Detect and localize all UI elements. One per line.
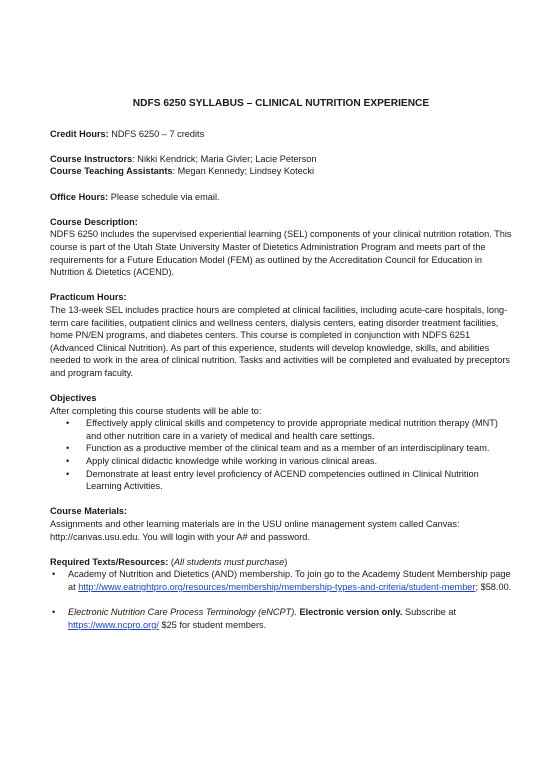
office-hours-label: Office Hours: bbox=[50, 191, 109, 202]
course-instructors bbox=[50, 153, 512, 166]
required-texts-list-2 bbox=[50, 606, 512, 631]
credit-hours-label: Credit Hours: bbox=[50, 128, 109, 139]
teaching-assistants bbox=[50, 165, 512, 178]
required-texts-list bbox=[50, 568, 512, 593]
course-instructors-value: : Nikki Kendrick; Maria Givler; Lacie Peterson bbox=[132, 153, 317, 164]
office-hours bbox=[50, 191, 512, 204]
credit-hours-value: NDFS 6250 – 7 credits bbox=[108, 128, 205, 139]
objectives-list bbox=[50, 417, 512, 493]
encpt-title: Electronic Nutrition Care Process Terminology (eNCPT). bbox=[68, 607, 297, 618]
document-body bbox=[50, 98, 512, 631]
course-description-heading: Course Description: bbox=[50, 216, 138, 227]
course-instructors-label: Course Instructors bbox=[50, 153, 133, 164]
objectives-heading: Objectives bbox=[50, 393, 97, 404]
course-materials-heading: Course Materials: bbox=[50, 506, 128, 517]
course-description-text: NDFS 6250 includes the supervised experiential learning (SEL) components of your clinical nutrition rotation. This course is part of the Utah State University Master of Dietetics Administration Program and meets part of the requirements for a Future Education Model (FEM) as outlined by the Accreditation Council for Education in Nutrition & Dietetics (ACEND). bbox=[50, 229, 512, 278]
list-item: • Electronic Nutrition Care Process Terminology (eNCPT). Electronic version only. Subscribe at https://www.ncpro.org/ $25 for student members. bbox=[50, 606, 512, 631]
list-item: • Function as a productive member of the clinical team and as a member of an interdisciplinary team. bbox=[50, 442, 512, 455]
list-item: • Effectively apply clinical skills and competency to provide appropriate medical nutrition therapy (MNT) and other nutrition care in a variety of medical and health care settings. bbox=[50, 417, 512, 442]
required-texts-label: Required Texts/Resources: bbox=[50, 556, 169, 567]
course-materials-text: Assignments and other learning materials are in the USU online management system called Canvas: http://canvas.usu.edu. You will login with your A# and password. bbox=[50, 519, 460, 542]
ncpro-link[interactable]: https://www.ncpro.org/ bbox=[68, 619, 159, 630]
required-texts-heading: Required Texts/Resources: (All students must purchase) bbox=[50, 556, 288, 567]
credit-hours bbox=[50, 128, 512, 141]
practicum-hours-heading: Practicum Hours: bbox=[50, 292, 127, 303]
practicum-hours-text: The 13-week SEL includes practice hours are completed at clinical facilities, including acute-care hospitals, long-term care facilities, outpatient clinics and wellness centers, dialysis centers, eating disorder treatment facilities, home PN/EN programs, and diabetes centers. This course is completed in conjunction with NDFS 6251 (Advanced Clinical Nutrition). As part of this experience, students will develop knowledge, skills, and abilities needed to work in the area of clinical nutrition. Tasks and activities will be completed and evaluated by preceptors and program faculty. bbox=[50, 304, 510, 378]
required-texts-note: All students must purchase bbox=[173, 556, 285, 567]
office-hours-value: Please schedule via email. bbox=[108, 191, 220, 202]
objectives-intro: After completing this course students will be able to: bbox=[50, 405, 262, 416]
teaching-assistants-value: : Megan Kennedy; Lindsey Kotecki bbox=[172, 166, 315, 177]
teaching-assistants-label: Course Teaching Assistants bbox=[50, 166, 173, 177]
academy-membership-link[interactable]: http://www.eatrightpro.org/resources/membership/membership-types-and-criteria/student-member bbox=[78, 581, 476, 592]
list-item: • Apply clinical didactic knowledge while working in various clinical areas. bbox=[50, 455, 512, 468]
page-title: NDFS 6250 SYLLABUS – CLINICAL NUTRITION EXPERIENCE bbox=[132, 98, 430, 109]
list-item: • Academy of Nutrition and Dietetics (AND) membership. To join go to the Academy Student Membership page at http://www.eatrightpro.org/resources/membership/membership-types-and-criteria/student-member; $58.00. bbox=[50, 568, 512, 593]
list-item: • Demonstrate at least entry level proficiency of ACEND competencies outlined in Clinical Nutrition Learning Activities. bbox=[50, 468, 512, 493]
